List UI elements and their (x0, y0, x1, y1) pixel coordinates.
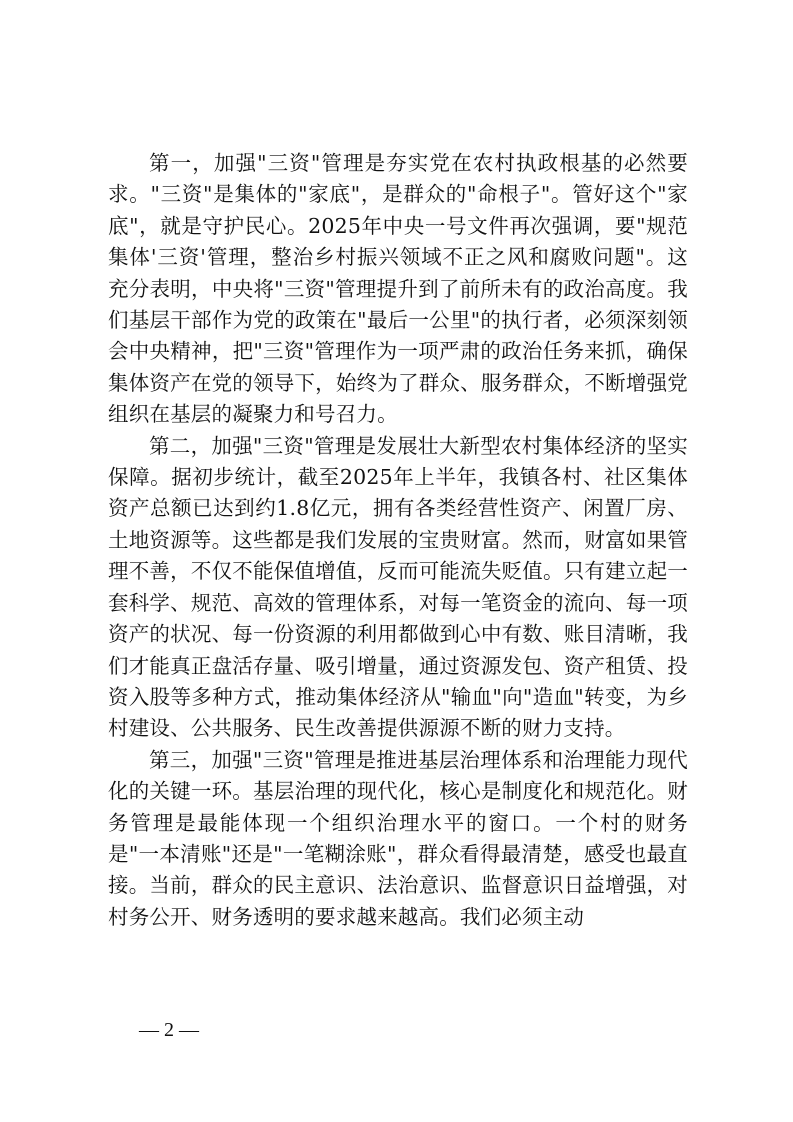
paragraph-second: 第二，加强"三资"管理是发展壮大新型农村集体经济的坚实保障。据初步统计，截至2025年上半年，我镇各村、社区集体资产总额已达到约1.8亿元，拥有各类经营性资产、闲置厂房、土地资源等。这些都是我们发展的宝贵财富。然而，财富如果管理不善，不仅不能保值增值，反而可能流失贬值。只有建立起一套科学、规范、高效的管理体系，对每一笔资金的流向、每一项资产的状况、每一份资源的利用都做到心中有数、账目清晰，我们才能真正盘活存量、吸引增量，通过资源发包、资产租赁、投资入股等多种方式，推动集体经济从"输血"向"造血"转变，为乡村建设、公共服务、民生改善提供源源不断的财力支持。 (108, 433, 688, 741)
paragraph-third: 第三，加强"三资"管理是推进基层治理体系和治理能力现代化的关键一环。基层治理的现代化，核心是制度化和规范化。财务管理是最能体现一个组织治理水平的窗口。一个村的财务是"一本清账"还是"一笔糊涂账"，群众看得最清楚，感受也最直接。当前，群众的民主意识、法治意识、监督意识日益增强，对村务公开、财务透明的要求越来越高。我们必须主动 (108, 747, 688, 929)
page-number: — 2 — (139, 1019, 199, 1041)
paragraph-first: 第一，加强"三资"管理是夯实党在农村执政根基的必然要求。"三资"是集体的"家底"，是群众的"命根子"。管好这个"家底"，就是守护民心。2025年中央一号文件再次强调，要"规范集体'三资'管理，整治乡村振兴领域不正之风和腐败问题"。这充分表明，中央将"三资"管理提升到了前所未有的政治高度。我们基层干部作为党的政策在"最后一公里"的执行者，必须深刻领会中央精神，把"三资"管理作为一项严肃的政治任务来抓，确保集体资产在党的领导下，始终为了群众、服务群众，不断增强党组织在基层的凝聚力和号召力。 (108, 151, 688, 427)
document-body (108, 148, 688, 933)
